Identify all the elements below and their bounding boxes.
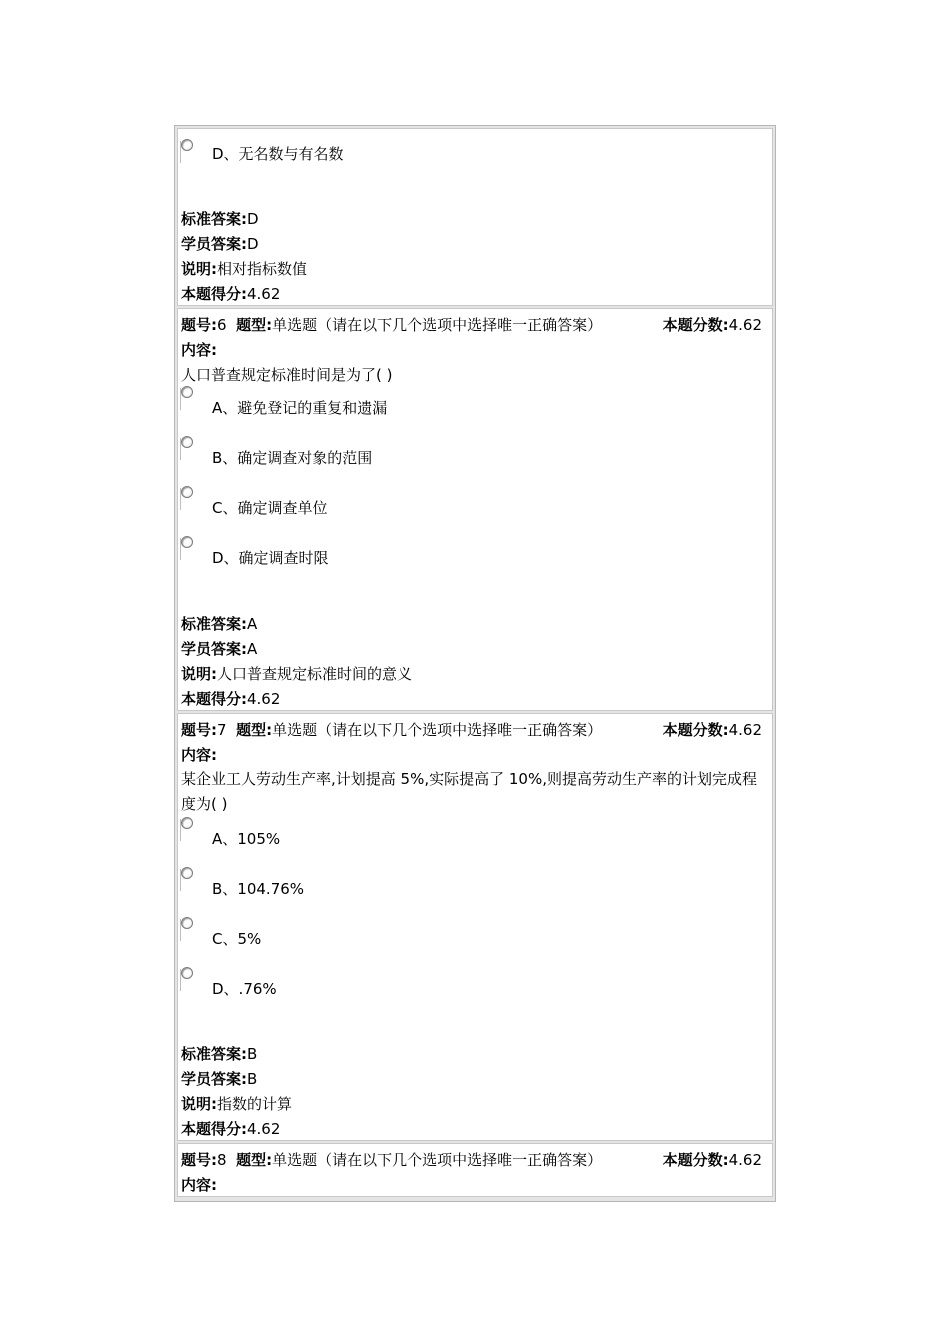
option-radio-d[interactable] bbox=[181, 139, 193, 151]
question-block-5 bbox=[177, 128, 773, 306]
exam-results-panel bbox=[174, 125, 776, 1202]
question-score-value: 4.62 bbox=[247, 1120, 281, 1138]
student-answer-row: 学员答案:D bbox=[181, 235, 259, 253]
question-content: 某企业工人劳动生产率,计划提高 5%,实际提高了 10%,则提高劳动生产率的计划完成程度为( ) bbox=[181, 770, 757, 813]
option-label: B、104.76% bbox=[212, 880, 305, 898]
standard-answer-row: 标准答案:A bbox=[181, 615, 258, 633]
student-answer-value: B bbox=[247, 1070, 258, 1088]
option-label: D、确定调查时限 bbox=[212, 549, 329, 567]
question-header: 题号:6 题型:单选题（请在以下几个选项中选择唯一正确答案） bbox=[181, 316, 603, 334]
option-label: B、确定调查对象的范围 bbox=[212, 449, 373, 467]
question-points: 本题分数:4.62 bbox=[662, 1151, 762, 1169]
content-label: 内容: bbox=[181, 746, 217, 764]
question-header: 题号:8 题型:单选题（请在以下几个选项中选择唯一正确答案） bbox=[181, 1151, 603, 1169]
student-answer-value: A bbox=[247, 640, 258, 658]
question-score-row: 本题得分:4.62 bbox=[181, 1120, 281, 1138]
question-points: 本题分数:4.62 bbox=[662, 721, 762, 739]
standard-answer-value: B bbox=[247, 1045, 258, 1063]
question-header: 题号:7 题型:单选题（请在以下几个选项中选择唯一正确答案） bbox=[181, 721, 603, 739]
option-radio-d[interactable] bbox=[181, 536, 193, 548]
question-number: 8 bbox=[217, 1151, 227, 1169]
explanation-row: 说明:相对指标数值 bbox=[181, 260, 308, 278]
question-score-row: 本题得分:4.62 bbox=[181, 285, 281, 303]
option-label: D、.76% bbox=[212, 980, 277, 998]
standard-answer-value: D bbox=[247, 210, 259, 228]
option-label: C、确定调查单位 bbox=[212, 499, 328, 517]
question-type: 单选题（请在以下几个选项中选择唯一正确答案） bbox=[272, 1151, 603, 1169]
option-label: A、避免登记的重复和遗漏 bbox=[212, 399, 388, 417]
question-type: 单选题（请在以下几个选项中选择唯一正确答案） bbox=[272, 316, 603, 334]
question-block-6 bbox=[177, 308, 773, 711]
standard-answer-row: 标准答案:D bbox=[181, 210, 259, 228]
question-points: 本题分数:4.62 bbox=[662, 316, 762, 334]
question-number: 7 bbox=[217, 721, 227, 739]
option-radio-d[interactable] bbox=[181, 967, 193, 979]
question-score-value: 4.62 bbox=[247, 690, 281, 708]
option-radio-b[interactable] bbox=[181, 867, 193, 879]
explanation-value: 相对指标数值 bbox=[217, 260, 308, 278]
option-radio-a[interactable] bbox=[181, 817, 193, 829]
student-answer-row: 学员答案:B bbox=[181, 1070, 258, 1088]
option-radio-a[interactable] bbox=[181, 386, 193, 398]
explanation-value: 人口普查规定标准时间的意义 bbox=[217, 665, 413, 683]
content-label: 内容: bbox=[181, 341, 217, 359]
option-label: D、无名数与有名数 bbox=[212, 145, 344, 163]
option-radio-c[interactable] bbox=[181, 917, 193, 929]
standard-answer-row: 标准答案:B bbox=[181, 1045, 258, 1063]
standard-answer-value: A bbox=[247, 615, 258, 633]
option-radio-c[interactable] bbox=[181, 486, 193, 498]
question-block-8 bbox=[177, 1143, 773, 1197]
explanation-row: 说明:指数的计算 bbox=[181, 1095, 293, 1113]
question-number: 6 bbox=[217, 316, 227, 334]
question-score-row: 本题得分:4.62 bbox=[181, 690, 281, 708]
question-block-7 bbox=[177, 713, 773, 1141]
explanation-value: 指数的计算 bbox=[217, 1095, 293, 1113]
question-score-value: 4.62 bbox=[247, 285, 281, 303]
explanation-row: 说明:人口普查规定标准时间的意义 bbox=[181, 665, 413, 683]
question-content: 人口普查规定标准时间是为了( ) bbox=[181, 366, 393, 384]
option-radio-b[interactable] bbox=[181, 436, 193, 448]
question-type: 单选题（请在以下几个选项中选择唯一正确答案） bbox=[272, 721, 603, 739]
student-answer-value: D bbox=[247, 235, 259, 253]
content-label: 内容: bbox=[181, 1176, 217, 1194]
option-label: C、5% bbox=[212, 930, 262, 948]
option-label: A、105% bbox=[212, 830, 281, 848]
student-answer-row: 学员答案:A bbox=[181, 640, 258, 658]
